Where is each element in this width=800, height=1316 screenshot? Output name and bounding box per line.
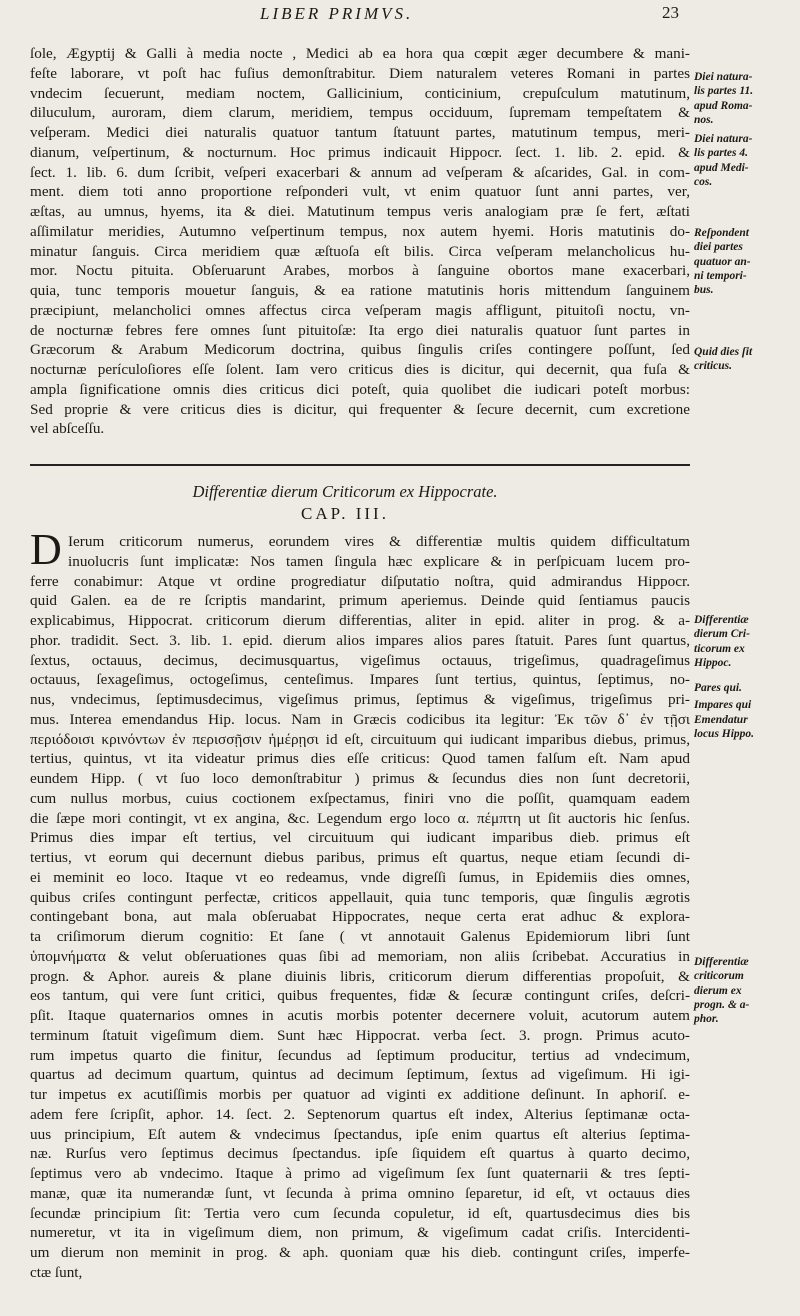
- page-number: 23: [662, 3, 679, 22]
- text-line: die ſæpe mori contingit, vt ex angina, &c. Legendum ergo loco α. πέμπτη ut ſit auctoris hic ſenſus.: [30, 809, 690, 827]
- margin-note-line: dierum Cri-: [694, 628, 750, 641]
- margin-note-line: progn. & a-: [694, 998, 750, 1011]
- margin-note-line: Pares qui.: [694, 682, 742, 694]
- margin-note-line: Hippoc.: [694, 656, 732, 669]
- text-line: quia, tunc temporis mouetur ſanguis, & ea ratione matutinis horis mittendum ſanguinem: [30, 282, 690, 299]
- margin-note-line: lis partes 11.: [694, 85, 754, 98]
- text-line: manæ, quæ ita numerandæ ſunt, vt ſecunda à prima omnino ſeparetur, id eſt, vt octauus dies: [30, 1184, 690, 1202]
- text-line: quartus ad decimum quartum, quintus ad decimum ſeptimum, ſextus ad vigeſimum. Hi igi-: [30, 1066, 690, 1084]
- text-line: περιόδοισι κρινόντων ἐν περισσῇσιν ἡμέρῃσι id eſt, circuituum qui iudicant imparibus diebus, primus,: [30, 730, 690, 748]
- text-line: rum impetus quarto die finitur, ſecundus ad ſeptimum producitur, tertius ad vndecimum,: [30, 1046, 690, 1064]
- text-line: explicabimus, Hippocrat. criticorum dierum differentias, aliter in epid. aliter in prog. & a-: [30, 612, 690, 629]
- margin-note-line: diei partes: [694, 241, 743, 254]
- text-line: quid Galen. ea de re ſcriptis mandarint, primum aperiemus. Deinde quid ſentiamus paucis: [30, 592, 690, 610]
- chapter-label: CAP. III.: [301, 504, 389, 523]
- text-line: ὑπομνήματα & velut obſeruationes quas ſibi ad memoriam, non aliis ſcribebat. Accuratius in: [30, 947, 690, 965]
- text-line: vndecim ſecuerunt, mediam noctem, Gallicinium, conticinium, crepuſculum matutinum,: [30, 84, 690, 102]
- margin-note-line: cos.: [694, 175, 713, 188]
- text-line: æſtas, au umnus, hyems, ita & diei. Matutinum tempus veris analogiam præ ſe fert, æſtati: [30, 203, 690, 220]
- text-line: phor. tradidit. Sect. 3. lib. 1. epid. dierum alios impares alios pares ſtatuit. Pares ſunt quartus,: [30, 631, 690, 649]
- text-line: uus principium, Eſt autem & vndecimus ſpectandus, ipſe enim quartus eſt alterius ſeptima-: [30, 1125, 690, 1143]
- margin-note: [694, 226, 798, 297]
- margin-note-line: Diei natura-: [694, 133, 753, 145]
- margin-note: [694, 955, 798, 1026]
- text-line: nocturnæ perículoſiores eſſe ſolent. Iam vero criticus dies is dicitur, qui decernit, qua fuſa &: [30, 361, 690, 378]
- margin-note: [694, 132, 798, 189]
- text-line: minatur ſanguis. Circa meridiem quæ æſtuoſa eſt bilis. Circa veſperam melancholicus hu-: [30, 242, 690, 260]
- text-line: ei meminit eo loco. Itaque vt eo redeamus, vnde digreſſi ſumus, in Epidemiis dies omnes,: [30, 868, 690, 886]
- intro-paragraph: [30, 44, 690, 439]
- text-line: um dierum non meminit in prog. & aph. quoniam quæ his dieb. contingunt criſes, imperfe-: [30, 1244, 690, 1261]
- text-line: inuolucris ſunt implicatæ: Nos tamen ſingula hæc explicare & in perſpicuam lucem pro-: [68, 552, 690, 570]
- margin-note-line: ticorum ex: [694, 642, 745, 655]
- text-line: ſextus, octauus, decimus, decimusquartus, vigeſimus octauus, trigeſimus, quadrageſimus: [30, 651, 690, 669]
- margin-note-line: quatuor an-: [694, 255, 751, 268]
- margin-note-line: Diei natura-: [694, 71, 753, 83]
- text-line: mus. Interea emendandus Hip. locus. Nam in Græcis codicibus ita legitur: Ἐκ τῶν δ᾽ ἐν τῇσι: [30, 710, 690, 728]
- text-line: octauus, ſexageſimus, octogeſimus, centeſimus. Impares ſunt tertius, quintus, ſeptimus, no-: [30, 671, 690, 689]
- margin-note-line: Differentiæ: [694, 614, 749, 626]
- text-line: quibus criſes contingunt perfectæ, criticos appellauit, quia tunc temporis, quæ ſingulis ægrotis: [30, 888, 690, 906]
- text-line: tur impetus ex acutiſſimis morbis per quatuor ad viginti ex additione deſinunt. In aphoriſ. e-: [30, 1086, 690, 1103]
- text-line: Primus dies impar eſt tertius, vel circuituum qui iudicant imparibus dieb. primus eſt: [30, 829, 690, 847]
- text-line: aſſimilatur meridies, Autumno veſpertinum tempus, nox autem hyemi. Horis matutinis do-: [30, 222, 690, 240]
- margin-note: [694, 613, 798, 670]
- text-line: pſit. Itaque quaternarios omnes in acutis morbis potenter decernere voluit, acutorum autem: [30, 1007, 690, 1024]
- margin-note-line: criticorum: [694, 970, 744, 983]
- margin-note: [694, 345, 798, 374]
- text-line: tertius, quintus, vt ita videatur primus dies eſſe criticus: Quod tamen falſum eſt. Nam apud: [30, 750, 690, 768]
- margin-note-line: nos.: [694, 113, 714, 126]
- margin-note-line: Quid dies ſit: [694, 346, 753, 358]
- text-line: ſeptimus vero ab vndecimo. Itaque à primo ad vigeſimum ſex ſunt quaternarii & tres ſepti-: [30, 1165, 690, 1182]
- chapter-paragraph: [30, 532, 690, 1283]
- text-line: contingebant bona, aut mala obſeruabat Hippocrates, neque certa erat adhuc & explora-: [30, 908, 690, 926]
- text-line: vel abſceſſu.: [30, 420, 105, 438]
- margin-note-line: lis partes 4.: [694, 147, 748, 160]
- text-line: Sed proprie & vere criticus dies is dicitur, qui frequenter & ſecure decernit, cum excretione: [30, 400, 690, 418]
- running-head: [0, 4, 690, 26]
- margin-note: [694, 70, 798, 127]
- margin-note-line: Reſpondent: [694, 227, 749, 239]
- text-line: præcipiunt, melancholici omnes affectus circa veſperam magis affligunt, pituitoſi noctu, vn-: [30, 301, 690, 319]
- text-line: ctæ ſunt,: [30, 1263, 83, 1281]
- margin-note-line: Emendatur: [694, 714, 748, 726]
- text-line: diluculum, auroram, diem clarum, meridiem, tempus occiduum, ſupremam tempeſtatem &: [30, 104, 690, 122]
- margin-note-line: phor.: [694, 1013, 719, 1026]
- text-line: ſecundæ principium ſit: Tertia vero cum ſecunda copuletur, id eſt, quartusdecimus dies bis: [30, 1204, 690, 1222]
- section-title: Differentiæ dierum Criticorum ex Hippocrate.: [192, 482, 498, 501]
- margin-note: [694, 713, 798, 742]
- margin-note-line: apud Roma-: [694, 99, 753, 112]
- text-line: adem fere ſcripſit, aphor. 14. ſect. 2. Septenorum quartus eſt index, Alterius ſeptimanæ octa-: [30, 1105, 690, 1123]
- margin-note-line: apud Medi-: [694, 161, 749, 174]
- text-line: ampla ſignificatione omnis dies criticus dici poteſt, quia quolibet die iudicari poteſt morbus:: [30, 380, 690, 398]
- text-line: næ. Rurſus vero ſeptimus decimus ſpectandus. ipſe ſiquidem eſt quartus à quarto decimo,: [30, 1145, 690, 1163]
- text-line: numeretur, vt ita in vigeſimum diem, non primum, & vigeſimum cadat criſis. Intercidenti-: [30, 1224, 690, 1242]
- margin-note-line: bus.: [694, 284, 714, 297]
- text-line: tertius, vt eorum qui decernunt diebus paribus, primus eſt quartus, neque etiam ſecundi di-: [30, 849, 690, 866]
- drop-capital: D: [30, 525, 62, 574]
- text-line: progn. & Aphor. aureis & plane diuinis libris, criticorum dierum differentias propoſuit, &: [30, 967, 690, 985]
- running-title: LIBER PRIMVS.: [260, 4, 414, 23]
- margin-note-line: ni tempori-: [694, 269, 747, 282]
- margin-note-line: criticus.: [694, 360, 733, 373]
- text-line: terminum ſtatuit vigeſimum diem. Sunt hæc Hippocrat. verba ſect. 3. progn. Primus acuto-: [30, 1026, 690, 1044]
- text-line: de nocturnæ febres fere omnes ſunt pituitoſæ: Ita ergo diei naturalis quatuor ſunt partes in: [30, 321, 690, 339]
- text-line: eundem Hipp. ( vt ſuo loco demonſtrabitur ) primus & ſecundus dies non ſunt decretorii,: [30, 770, 690, 787]
- margin-note-line: Differentiæ: [694, 956, 749, 968]
- text-line: Ierum criticorum numerus, eorundem vires & differentiæ multis quidem difficultatum: [68, 533, 690, 550]
- text-line: ferre conabimur: Atque vt ordine progrediatur diſputatio noſtra, quid admirandus Hippocr.: [30, 572, 690, 590]
- text-line: feſte laborare, vt poſt hac fuſius demonſtrabitur. Diem naturalem veteres Romani in partes: [30, 64, 690, 82]
- text-line: ta criſimorum dierum cognitio: Et ſane ( vt annotauit Galenus Epidemiorum libri ſunt: [30, 928, 690, 945]
- text-line: ment. diem toti anno proportione reſponderi vult, vt enim quatuor ſunt anni partes, ver,: [30, 183, 690, 201]
- text-line: cum nullus morbus, cuius coctionem exſpectamus, finiri vno die poſſit, quamquam eadem: [30, 789, 690, 807]
- text-line: eos tantum, qui vere ſunt critici, quibus frequentes, fidæ & ſecuræ contingunt criſes, deſcri-: [30, 987, 690, 1005]
- text-line: ſole, Ægyptij & Galli à media nocte , Medici ab ea hora qua cœpit æger decumbere & mani-: [30, 45, 690, 62]
- margin-note: [694, 681, 798, 695]
- margin-note-line: dierum ex: [694, 984, 742, 997]
- margin-note-line: Impares qui: [694, 699, 752, 711]
- text-line: Græcorum & Arabum Medicorum doctrina, quibus ſingulis criſes contingere poſſunt, ſed: [30, 341, 690, 359]
- margin-note: [694, 698, 798, 712]
- text-line: veſperam. Medici diei naturalis quatuor tantum ſtatuunt partes, matutinum tempus, meri-: [30, 124, 690, 141]
- text-line: dianum, veſpertinum, & nocturnum. Hoc primus indicauit Hippocr. ſect. 1. lib. 2. epid. &: [30, 143, 690, 161]
- text-line: nus, vndecimus, ſeptimusdecimus, vigeſimus primus, ſeptimus & vigeſimus, trigeſimus pri-: [30, 691, 690, 708]
- section-divider: [30, 464, 690, 466]
- text-line: mor. Noctu pituita. Obſeruarunt Arabes, morbos à ſanguine obortos mane exacerbari,: [30, 262, 690, 280]
- margin-note-line: locus Hippo.: [694, 728, 755, 741]
- text-line: ſect. 1. lib. 6. dum ſcribit, veſperi exacerbari & annum ad veſperam & aſcarides, Gal. in com-: [30, 163, 690, 181]
